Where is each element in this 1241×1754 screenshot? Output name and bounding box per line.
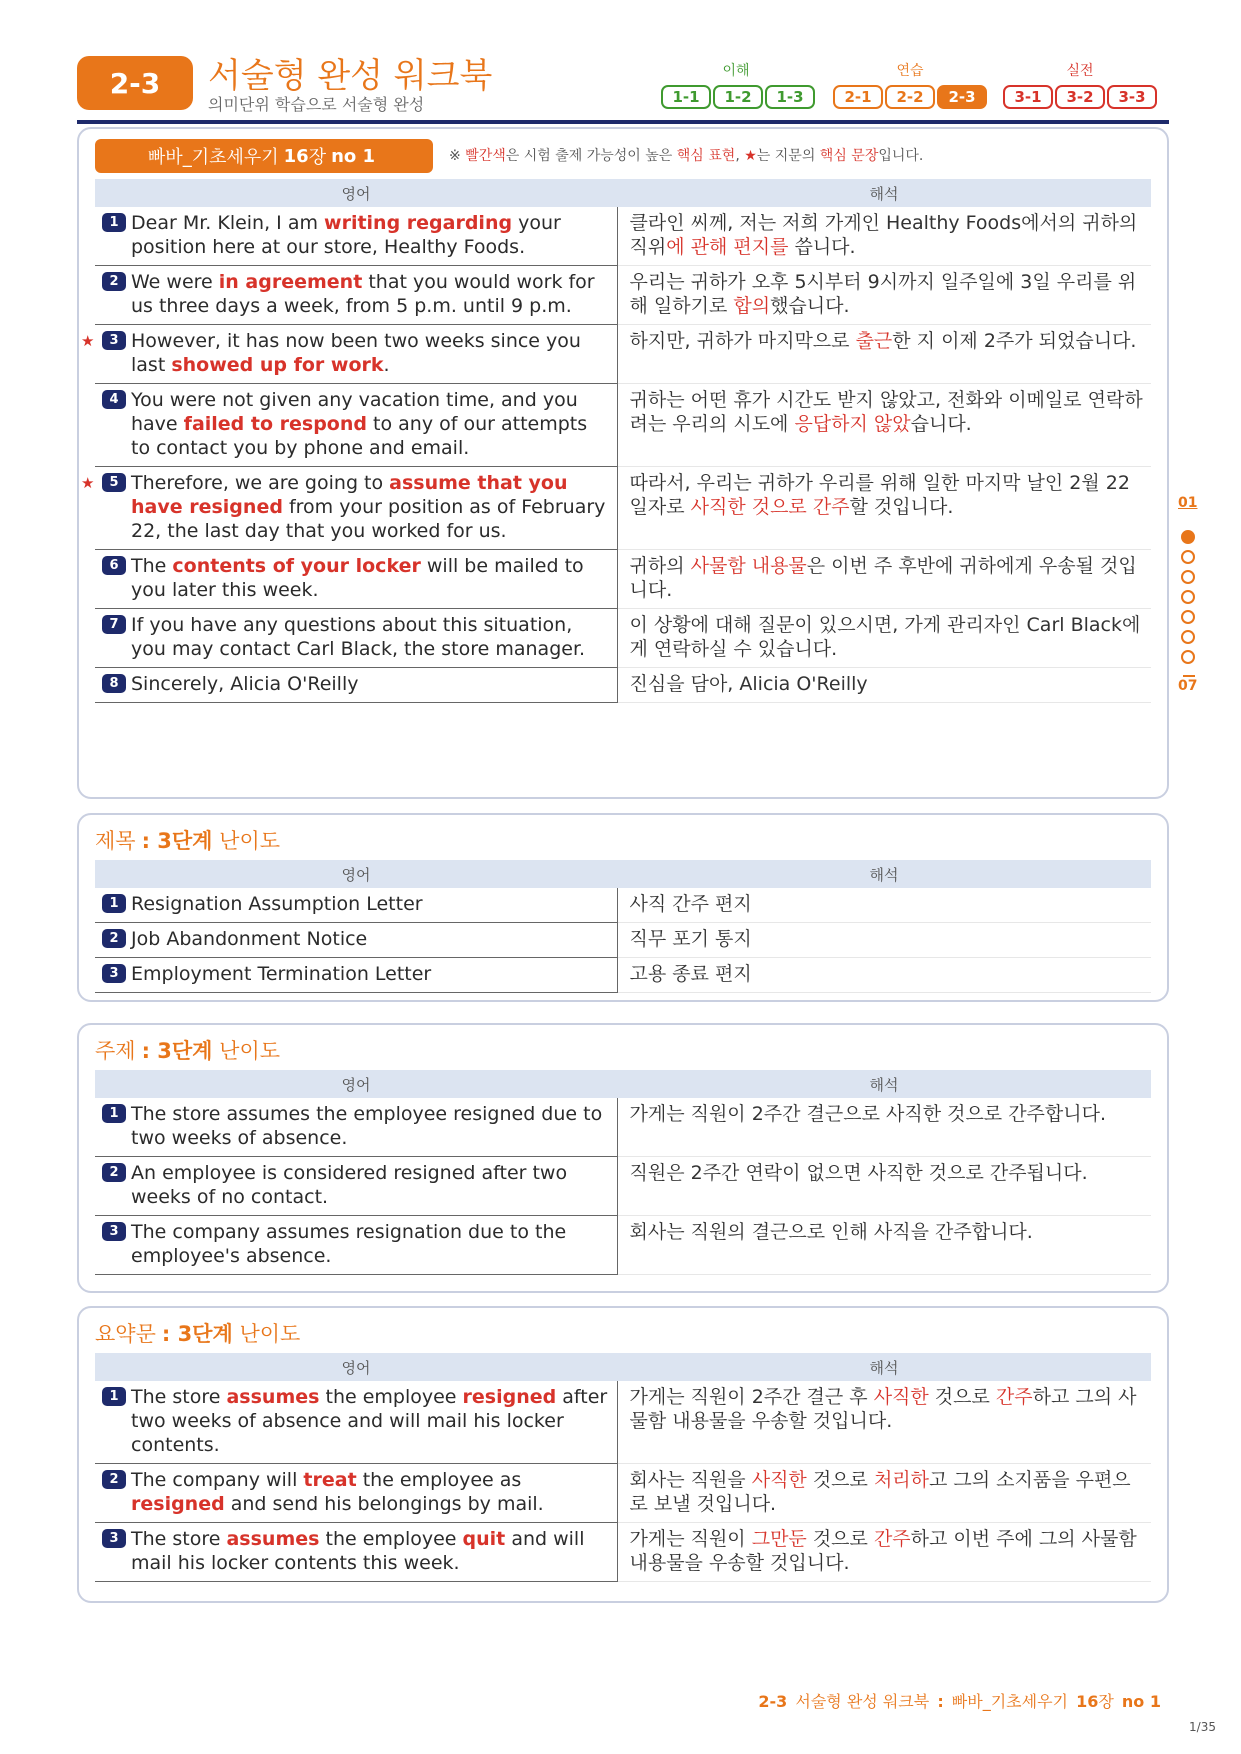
section-heading-topic [95, 1035, 280, 1065]
sentence-text: your position here at our store, Healthy Foods. [131, 212, 561, 258]
note-part4: 입니다. [878, 148, 924, 164]
sentence-text: 가게는 직원이 [629, 1528, 752, 1550]
key-expression: 간주 [873, 1528, 911, 1550]
sentence-text: and will mail his locker contents this week. [131, 1528, 585, 1574]
table-row [95, 609, 1151, 668]
key-expression: 출근 [855, 330, 893, 352]
key-expression: 처리하 [873, 1469, 929, 1491]
source-chapter: 16 [283, 145, 309, 167]
footer-chapter-suffix: 장 [1098, 1692, 1119, 1711]
sentence-text: 귀하는 어떤 휴가 시간도 받지 않았고, 전화와 이메일로 연락하려는 우리의 시도에 [629, 389, 1143, 435]
nav-group-label-real: 실전 [1066, 63, 1094, 79]
key-expression: treat [303, 1469, 357, 1491]
col-header-translation: 해석 [617, 1070, 1151, 1098]
sentence-text: 했습니다. [770, 295, 850, 317]
sentence-number: 1 [102, 1387, 126, 1406]
sentence-text: 회사는 직원을 [629, 1469, 752, 1491]
sentence-text: 은 이번 주 후반에 귀하에게 우송될 것입니다. [629, 555, 1137, 601]
english-cell [95, 1098, 617, 1157]
title-table [95, 860, 1151, 993]
col-header-english: 영어 [95, 1353, 617, 1381]
note-star-icon: ★ [744, 148, 757, 164]
side-nav-dot[interactable] [1181, 550, 1195, 564]
col-header-translation: 해석 [617, 860, 1151, 888]
side-nav-dot[interactable] [1181, 590, 1195, 604]
key-expression: 사직한 [751, 1469, 807, 1491]
sentence-text: 하고 이번 주에 그의 사물함 내용물을 우송할 것입니다. [629, 1528, 1137, 1574]
sentence-text: 직무 포기 통지 [629, 928, 752, 950]
translation-cell [617, 888, 1151, 923]
col-header-english: 영어 [95, 860, 617, 888]
section-level-tail: 난이도 [212, 1039, 281, 1063]
sentence-number: 2 [102, 1163, 126, 1182]
sentence-text: The store assumes the employee resigned due to two weeks of absence. [131, 1103, 603, 1149]
english-cell [95, 609, 617, 668]
english-cell [81, 325, 617, 384]
table-row [95, 1381, 1151, 1464]
sentence-text: You were not given any vacation time, and you have [131, 389, 578, 435]
legend-note [449, 145, 923, 165]
sentence-text: 것으로 [806, 1528, 874, 1550]
topic-panel [77, 1023, 1169, 1293]
sentence-number: 1 [102, 1104, 126, 1123]
summary-panel [77, 1306, 1169, 1603]
translation-cell [617, 1523, 1151, 1582]
english-cell [95, 888, 617, 923]
sentence-text: Dear Mr. Klein, I am [131, 212, 325, 234]
key-expression: assumes [226, 1386, 320, 1408]
key-expression: 사물함 내용물 [690, 555, 807, 577]
sentence-text: If you have any questions about this situation, you may contact Carl Black, the store manager. [131, 614, 586, 660]
translation-cell [617, 1098, 1151, 1157]
nav-button-1-2[interactable]: 1-2 [713, 85, 763, 109]
page-title: 서술형 완성 워크북 [208, 56, 493, 96]
sentence-text: 고용 종료 편지 [629, 963, 752, 985]
key-expression: showed up for work [171, 354, 384, 376]
page-subtitle: 의미단위 학습으로 서술형 완성 [208, 95, 425, 114]
table-row [95, 207, 1151, 266]
nav-button-1-1[interactable]: 1-1 [661, 85, 711, 109]
english-cell [95, 207, 617, 266]
table-row [95, 923, 1151, 958]
sentence-number: 3 [102, 1222, 126, 1241]
key-expression: 사직한 [873, 1386, 929, 1408]
sentence-text: The store [131, 1528, 227, 1550]
sentence-text: 이 상황에 대해 질문이 있으시면, 가게 관리자인 Carl Black에게 연락하실 수 있습니다. [629, 614, 1141, 660]
passage-panel [77, 127, 1169, 799]
sentence-text: We were [131, 271, 219, 293]
key-expression: assumes [226, 1528, 320, 1550]
nav-button-2-2[interactable]: 2-2 [885, 85, 935, 109]
translation-cell [617, 609, 1151, 668]
sentence-text: to any of our attempts to contact you by phone and email. [131, 413, 588, 459]
table-row [95, 1157, 1151, 1216]
sentence-number: 1 [102, 894, 126, 913]
summary-table [95, 1353, 1151, 1582]
sentence-text: 진심을 담아, Alicia O'Reilly [629, 673, 868, 695]
section-level-tail: 난이도 [232, 1322, 301, 1346]
sentence-text: the employee as [356, 1469, 522, 1491]
key-expression: 간주 [995, 1386, 1033, 1408]
footer-book: 빠바_기초세우기 [946, 1692, 1074, 1711]
key-expression: assume that you have resigned [131, 472, 568, 518]
side-nav-rule [1183, 675, 1195, 677]
table-row [95, 1464, 1151, 1523]
page-number: 1/35 [1189, 1720, 1216, 1734]
english-cell [95, 668, 617, 703]
sentence-text: that you would work for us three days a week, from 5 p.m. until 9 p.m. [131, 271, 595, 317]
sentence-text: The store [131, 1386, 227, 1408]
sentence-text: 할 것입니다. [849, 496, 954, 518]
section-heading-title [95, 825, 280, 855]
sentence-text: Resignation Assumption Letter [131, 893, 423, 915]
nav-group-practice [833, 85, 987, 109]
translation-cell [617, 384, 1151, 467]
section-level: : 3단계 [141, 829, 213, 853]
section-heading-summary [95, 1318, 300, 1348]
key-expression: in agreement [218, 271, 363, 293]
section-level: : 3단계 [161, 1322, 233, 1346]
translation-cell [617, 266, 1151, 325]
col-header-english: 영어 [95, 179, 617, 207]
sentence-text: The company will [131, 1469, 304, 1491]
sentence-number: 1 [102, 213, 126, 232]
title-panel [77, 813, 1169, 1002]
sentence-text: 우리는 귀하가 오후 5시부터 9시까지 일주일에 3일 우리를 위해 일하기로 [629, 271, 1137, 317]
table-row [95, 668, 1151, 703]
english-cell [95, 1381, 617, 1464]
nav-group-label-practice: 연습 [896, 63, 924, 79]
key-expression: contents of your locker [172, 555, 421, 577]
sentence-text: The company assumes resignation due to the employee's absence. [131, 1221, 567, 1267]
table-row [95, 325, 1151, 384]
key-expression: 에 관해 편지를 [666, 236, 789, 258]
section-level: : 3단계 [141, 1039, 213, 1063]
key-expression: failed to respond [183, 413, 367, 435]
sentence-text: 클라인 씨께, 저는 저희 가게인 Healthy Foods에서의 귀하의 직위 [629, 212, 1138, 258]
table-row [95, 1523, 1151, 1582]
translation-cell [617, 668, 1151, 703]
section-label: 주제 [95, 1039, 136, 1063]
english-cell [81, 467, 617, 550]
english-cell [95, 1157, 617, 1216]
sentence-text: Employment Termination Letter [131, 963, 432, 985]
side-nav-dot-active[interactable] [1181, 530, 1195, 544]
sentence-text: after two weeks of absence and will mail his locker contents. [131, 1386, 608, 1456]
note-key-expression: 핵심 표현 [676, 148, 736, 164]
translation-cell [617, 325, 1151, 384]
nav-button-2-3-active[interactable]: 2-3 [937, 85, 987, 109]
sentence-text: Therefore, we are going to [131, 472, 390, 494]
source-book: 빠바_기초세우기 [147, 147, 279, 168]
side-nav-dots [1181, 530, 1195, 664]
sentence-number: 8 [102, 674, 126, 693]
sentence-text: 하고 그의 사물함 내용물을 우송할 것입니다. [629, 1386, 1137, 1432]
note-part3: 는 지문의 [756, 148, 820, 164]
side-nav-dot[interactable] [1181, 610, 1195, 624]
passage-table [81, 179, 1151, 703]
topic-table [95, 1070, 1151, 1275]
key-sentence-star-icon: ★ [81, 474, 95, 492]
source-chapter-suffix: 장 [308, 147, 327, 168]
footer-colon: : [937, 1692, 944, 1711]
key-expression: 응답하지 않았 [794, 413, 911, 435]
section-label: 제목 [95, 829, 136, 853]
sentence-text: 가게는 직원이 2주간 결근 후 [629, 1386, 874, 1408]
col-header-translation: 해석 [617, 1353, 1151, 1381]
section-label: 요약문 [95, 1322, 156, 1346]
sentence-text: . [383, 354, 390, 376]
english-cell [95, 550, 617, 609]
table-row [95, 1216, 1151, 1275]
sentence-number: 3 [102, 331, 126, 350]
col-header-english: 영어 [95, 1070, 617, 1098]
translation-cell [617, 923, 1151, 958]
nav-button-2-1[interactable]: 2-1 [833, 85, 883, 109]
sentence-text: The [131, 555, 173, 577]
sentence-text: 것으로 [806, 1469, 874, 1491]
sentence-number: 4 [102, 390, 126, 409]
note-part1: 은 시험 출제 가능성이 높은 [505, 148, 677, 164]
nav-group-real [1003, 85, 1157, 109]
english-cell [95, 958, 617, 993]
translation-cell [617, 207, 1151, 266]
key-expression: 합의 [733, 295, 771, 317]
table-row [95, 467, 1151, 550]
section-level-tail: 난이도 [212, 829, 281, 853]
english-cell [95, 923, 617, 958]
translation-cell [617, 1157, 1151, 1216]
key-expression: 그만둔 [751, 1528, 807, 1550]
translation-cell [617, 467, 1151, 550]
sentence-number: 2 [102, 929, 126, 948]
sentence-text: 회사는 직원의 결근으로 인해 사직을 간주합니다. [629, 1221, 1033, 1243]
sentence-text: 사직 간주 편지 [629, 893, 752, 915]
sentence-text: 씁니다. [788, 236, 856, 258]
nav-group-label-understand: 이해 [722, 63, 750, 79]
sentence-number: 2 [102, 1470, 126, 1489]
key-expression: quit [462, 1528, 506, 1550]
note-prefix: ※ [449, 148, 466, 164]
translation-cell [617, 1216, 1151, 1275]
sentence-text: 귀하의 [629, 555, 691, 577]
col-header-translation: 해석 [617, 179, 1151, 207]
section-badge: 2-3 [77, 56, 193, 110]
note-key-sentence: 핵심 문장 [819, 148, 879, 164]
sentence-number: 3 [102, 1529, 126, 1548]
translation-cell [617, 958, 1151, 993]
table-row [95, 384, 1151, 467]
side-nav-end: 07 [1178, 678, 1198, 694]
sentence-number: 2 [102, 272, 126, 291]
key-expression: resigned [131, 1493, 225, 1515]
sentence-text: 직원은 2주간 연락이 없으면 사직한 것으로 간주됩니다. [629, 1162, 1088, 1184]
note-red-word: 빨간색 [465, 148, 506, 164]
table-row [95, 266, 1151, 325]
header-divider [77, 120, 1169, 124]
sentence-text: 한 지 이제 2주가 되었습니다. [892, 330, 1137, 352]
sentence-text: Sincerely, Alicia O'Reilly [131, 673, 359, 695]
note-part2: , [735, 148, 745, 164]
sentence-text: However, it has now been two weeks since you last [131, 330, 581, 376]
sentence-text: will be mailed to you later this week. [131, 555, 584, 601]
source-pill [95, 139, 433, 173]
sentence-text: 가게는 직원이 2주간 결근으로 사직한 것으로 간주합니다. [629, 1103, 1107, 1125]
side-nav-dot[interactable] [1181, 650, 1195, 664]
table-row [95, 958, 1151, 993]
sentence-text: from your position as of February 22, the last day that you worked for us. [131, 496, 606, 542]
translation-cell [617, 1464, 1151, 1523]
english-cell [95, 1464, 617, 1523]
sentence-text: 하지만, 귀하가 마지막으로 [629, 330, 856, 352]
translation-cell [617, 1381, 1151, 1464]
key-expression: writing regarding [324, 212, 513, 234]
sentence-text: the employee [319, 1386, 463, 1408]
nav-button-3-1[interactable]: 3-1 [1003, 85, 1053, 109]
sentence-number: 7 [102, 615, 126, 634]
nav-button-1-3[interactable]: 1-3 [765, 85, 815, 109]
sentence-text: Job Abandonment Notice [131, 928, 368, 950]
nav-group-understand [661, 85, 815, 109]
english-cell [95, 384, 617, 467]
footer-item: no 1 [1121, 1692, 1161, 1711]
sentence-number: 3 [102, 964, 126, 983]
table-row [95, 888, 1151, 923]
footer-title: 서술형 완성 워크북 [790, 1692, 935, 1711]
english-cell [95, 1523, 617, 1582]
table-row [95, 550, 1151, 609]
source-item: no 1 [331, 145, 376, 167]
english-cell [95, 1216, 617, 1275]
table-row [95, 1098, 1151, 1157]
sentence-text: 따라서, 우리는 귀하가 우리를 위해 일한 마지막 날인 2월 22일자로 [629, 472, 1130, 518]
sentence-number: 5 [102, 473, 126, 492]
footer-source [755, 1689, 1164, 1712]
nav-button-3-2[interactable]: 3-2 [1055, 85, 1105, 109]
english-cell [95, 266, 617, 325]
sentence-text: the employee [319, 1528, 463, 1550]
footer-chapter: 16 [1076, 1692, 1099, 1711]
side-nav-dot[interactable] [1181, 570, 1195, 584]
sentence-number: 6 [102, 556, 126, 575]
side-nav-start: 01 [1178, 495, 1198, 511]
sentence-text: 습니다. [910, 413, 972, 435]
side-nav-dot[interactable] [1181, 630, 1195, 644]
key-expression: 사직한 것으로 간주 [690, 496, 850, 518]
key-sentence-star-icon: ★ [81, 332, 95, 350]
nav-button-3-3[interactable]: 3-3 [1107, 85, 1157, 109]
sentence-text: An employee is considered resigned after two weeks of no contact. [131, 1162, 568, 1208]
key-expression: resigned [462, 1386, 557, 1408]
sentence-text: 것으로 [928, 1386, 996, 1408]
sentence-text: 고 그의 소지품을 우편으로 보낼 것입니다. [629, 1469, 1131, 1515]
sentence-text: and send his belongings by mail. [224, 1493, 544, 1515]
translation-cell [617, 550, 1151, 609]
footer-code: 2-3 [758, 1692, 788, 1711]
